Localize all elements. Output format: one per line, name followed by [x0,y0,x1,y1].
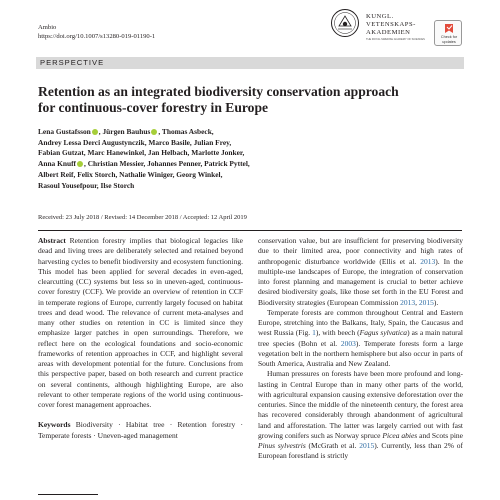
author-name[interactable]: Jürgen Bauhus [102,127,151,136]
citation-link[interactable]: 2003 [340,338,356,348]
figure-link[interactable]: 1 [312,328,316,338]
species-name: Fagus sylvatica [359,328,408,338]
crossmark-icon [443,23,455,34]
paragraph [258,369,463,461]
orcid-icon[interactable] [92,129,98,135]
abstract [38,236,243,410]
text-run: Temperate forests are common throughout Central and Eastern Europe, stretching into the Balkans, Italy, Spain, the Caucasus and west Russia (Fig. [258,307,463,338]
author-name[interactable]: Lena Gustafsson [38,127,91,136]
author-line: Anna Knuff , Christian Messier, Johannes Penner, Patrick Pyttel, [38,159,250,169]
updates-line1: Check for [440,35,458,39]
kva-seal-icon [330,8,360,38]
text-run: Human pressures on forests have been more profound and long-lasting in Central Europe than in many other parts of the world, with agricultural expansion causing extensive deforestation over the centuries. Since the middle of the nineteenth century, the forest area has recovered considerably through abandonment of agricultural land and afforestation. The latter was largely carried out with fast growing conifers such as Norway spruce [258,369,463,440]
citation-link[interactable]: 2013 [420,256,436,266]
orcid-icon[interactable] [77,161,83,167]
citation-link[interactable]: 2015 [359,441,375,450]
text-run: ). [433,297,439,307]
body-column [258,236,463,462]
kva-subtitle: THE ROYAL SWEDISH ACADEMY OF SCIENCES [366,38,425,41]
abstract-column [38,236,243,441]
article-title [38,84,458,116]
text-run: ). In the multiple-use landscapes of Europe, the integration of conservation into forest planning and management is crucial to better achieve desired biodiversity goals, like those set forth in the EU Forest and Biodiversity strategies (European Commission [258,256,463,307]
journal-name: Ambio [38,24,57,31]
check-for-updates-badge[interactable] [434,20,462,46]
updates-line2: updates [442,39,456,44]
paragraph [258,308,463,370]
species-name: Picea abies [382,430,418,440]
text-run: ). Temperate forests form a large vegetation belt in the northern hemisphere but also occur in parts of South America, Australia and New Zealand. [258,338,463,368]
author-line: Albert Reif, Felix Storch, Nathalie Winiger, Georg Winkel, [38,169,223,179]
citation-link[interactable]: 2013 [400,297,416,307]
section-label: PERSPECTIVE [40,58,105,67]
author-name[interactable]: Anna Knuff [38,159,76,169]
author-line: Lena Gustafsson , Jürgen Bauhus , Thomas Asbeck, [38,127,214,136]
author-line: Rasoul Yousefpour, Ilse Storch [38,180,135,190]
text-run: conservation value, but are insufficient for preserving biodiversity due to their limited area, poor connectivity and high rates of anthropogenic disturbance worldwide (Ellis et al. [258,236,463,266]
author-list [38,127,318,191]
paragraph [258,236,463,308]
abstract-text: Retention forestry implies that biological legacies like dead and living trees are deliberately selected and retained beyond harvesting cycles to benefit biodiversity and ecosystem functioning. This model has been applied for several decades in even-aged, clearcutting (CC) systems but less so in uneven-aged, continuous-cover forestry (CCF). We provide an overview of retention in CCF in temperate regions of Europe, currently largely focused on habitat trees and dead wood. The relevance of current meta-analyses and many other studies on retention in CC is limited since they emphasize larger patches in open surroundings. Therefore, we reflect here on the ecological foundations and socio-economic frameworks of retention approaches in CCF, and highlight several areas with development potential for the future. Conclusions from this perspective paper, based on both research and current practice on several continents, although highlighting Europe, are also relevant to other temperate regions of the world using continuous-cover forest management approaches. [38,236,243,409]
citation-link[interactable]: 2015 [418,297,434,307]
keywords-text: Biodiversity · Habitat tree · Retention forestry · Temperate forests · Uneven-aged management [38,420,243,440]
intro-heading-rule [38,494,98,495]
author-name: Christian Messier, Johannes Penner, Patrick Pyttel, [87,159,250,169]
kva-logo [330,6,425,46]
author-name[interactable]: Thomas Asbeck, [161,127,214,136]
orcid-icon[interactable] [151,129,157,135]
kva-name-line1: KUNGL. [366,13,394,20]
title-line2: for continuous-cover forestry in Europe [38,100,269,115]
kva-name-line3: AKADEMIEN [366,29,411,36]
text-run: ). Currently, less than 2% of European forestland is strictly [258,441,463,461]
text-run: ), with beech ( [315,328,360,338]
kva-name-line2: VETENSKAPS- [366,21,416,28]
keywords [38,420,243,441]
text-run: , [415,297,417,307]
title-line1: Retention as an integrated biodiversity conservation approach [38,84,399,99]
species-name: Pinus sylvestris [258,441,306,450]
doi-link[interactable]: https://doi.org/10.1007/s13280-019-01190-1 [38,32,156,40]
text-run: ) as a main natural tree species (Bohn et al. [258,328,463,348]
journal-header [38,24,155,41]
keywords-label: Keywords [38,420,71,430]
author-line: Andrey Lessa Derci Augustynczik, Marco Basile, Julian Frey, [38,137,232,147]
text-run: and Scots pine [417,430,463,440]
updates-label [435,35,463,44]
divider [38,230,462,231]
author-line: Fabian Gutzat, Marc Hanewinkel, Jan Helbach, Marlotte Jonker, [38,148,245,158]
received-dates: Received: 23 July 2018 / Revised: 14 December 2018 / Accepted: 12 April 2019 [38,214,247,221]
text-run: (McGrath et al. [305,441,357,450]
abstract-label: Abstract [38,236,66,245]
